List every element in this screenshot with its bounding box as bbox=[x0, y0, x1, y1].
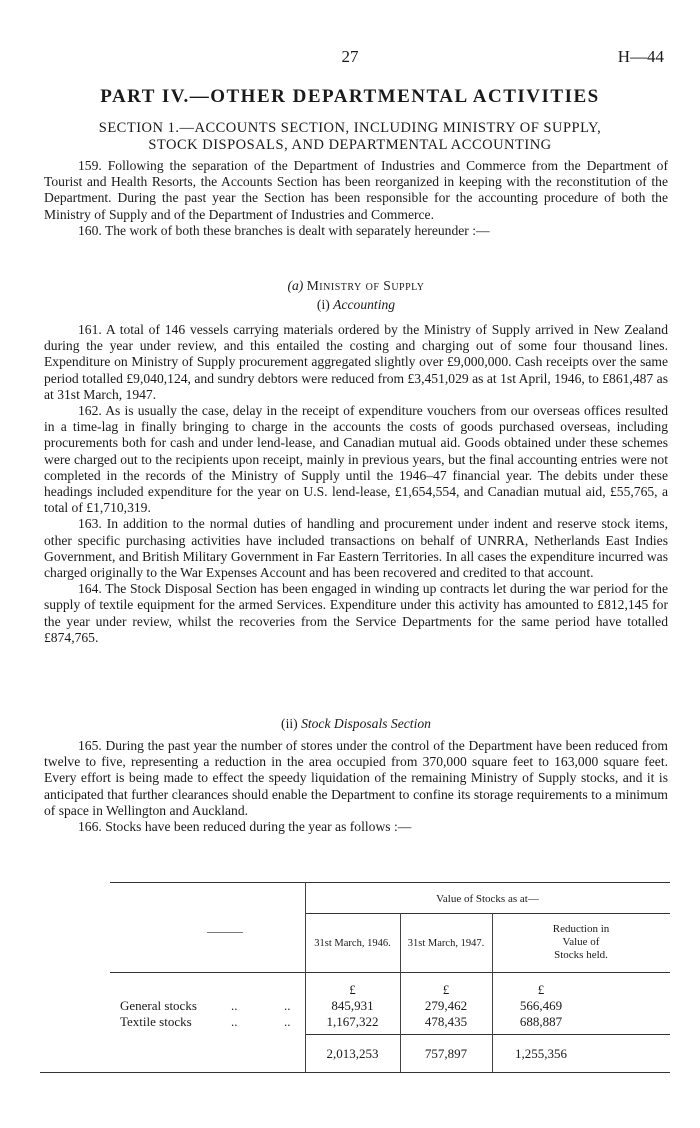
section-title-line-2: STOCK DISPOSALS, AND DEPARTMENTAL ACCOUNTING bbox=[148, 137, 552, 153]
subhead-ministry-of-supply: (a) Ministry of Supply bbox=[287, 278, 425, 293]
cell-total-1947: 757,897 bbox=[424, 1046, 468, 1061]
paragraph-166: 166. Stocks have been reduced during the year as follows :— bbox=[78, 819, 412, 835]
cell-general-reduction: 566,469 bbox=[519, 998, 563, 1013]
section-title-line-1: SECTION 1.—ACCOUNTS SECTION, INCLUDING MINISTRY OF SUPPLY, bbox=[98, 120, 602, 136]
paragraph-159: 159. Following the separation of the Department of Industries and Commerce from the Department of Tourist and Health Resorts, the Accounts Section has been reorganized in keeping with the reconstitution of the Department. During the past year the Section has been responsible for the accounting procedure of both the Ministry of Supply and of the Department of Industries and Commerce. bbox=[44, 158, 668, 222]
table-col-1947: 31st March, 1947. bbox=[407, 938, 485, 949]
part-title: PART IV.—OTHER DEPARTMENTAL ACTIVITIES bbox=[100, 86, 600, 107]
row-dots-textile-1: .. bbox=[231, 1014, 238, 1029]
paragraph-164: 164. The Stock Disposal Section has been engaged in winding up contracts let during the war period for the supply of textile equipment for the armed Services. Expenditure under this activity has amounted to £812,145 for the year under review, whilst the recoveries from the Service Departments for the same period have totalled £874,765. bbox=[44, 581, 668, 645]
section-title bbox=[40, 120, 660, 154]
subhead-stock-disposals-block bbox=[44, 716, 668, 732]
subhead-ministry-block bbox=[44, 278, 668, 313]
body-block-c bbox=[44, 738, 668, 835]
table-group-rule bbox=[305, 913, 670, 914]
cell-total-1946: 2,013,253 bbox=[326, 1046, 379, 1061]
cell-textile-1947: 478,435 bbox=[424, 1014, 468, 1029]
cell-textile-reduction: 688,887 bbox=[519, 1014, 563, 1029]
currency-1947: £ bbox=[442, 982, 450, 997]
paragraph-162: 162. As is usually the case, delay in the receipt of expenditure vouchers from our overseas offices resulted in a time-lag in finally bringing to charge in the accounts the costs of goods purchased overseas, including procurements both for cash and under lend-lease, and Canadian mutual aid. Goods obtained under these schemes were charged out to the recipients upon receipt, mainly in previous years, but the final accounting entries were not completed in the records of the Ministry of Supply until the 1946–47 financial year. The debits under these headings included expenditure for the year on U.S. lend-lease, £1,654,554, and Canadian mutual aid, £55,765, a total of £1,710,319. bbox=[44, 403, 668, 516]
cell-general-1947: 279,462 bbox=[424, 998, 468, 1013]
table-bottom-rule bbox=[40, 1072, 670, 1073]
subhead-stock-disposals: (ii) Stock Disposals Section bbox=[281, 716, 431, 731]
currency-reduction: £ bbox=[537, 982, 545, 997]
page-number: 27 bbox=[341, 47, 359, 66]
table-col-1946: 31st March, 1946. bbox=[314, 938, 391, 949]
row-dots-general-1: .. bbox=[231, 998, 238, 1013]
cell-total-reduction: 1,255,356 bbox=[515, 1046, 567, 1061]
row-label-textile-stocks: Textile stocks bbox=[120, 1014, 192, 1029]
currency-1946: £ bbox=[349, 982, 356, 997]
row-dots-general-2: .. bbox=[284, 998, 291, 1013]
paragraph-160: 160. The work of both these branches is dealt with separately hereunder :— bbox=[78, 222, 490, 238]
paragraph-165: 165. During the past year the number of stores under the control of the Department have been reduced from twelve to five, representing a reduction in the area occupied from 370,000 square feet to 163,000 square feet. Every effort is being made to effect the speedy liquidation of the remaining Ministry of Supply stocks, and it is anticipated that further clearances should enable the Department to confine its storage requirements to a minimum of space in Wellington and Auckland. bbox=[44, 738, 668, 818]
cell-general-1946: 845,931 bbox=[331, 998, 374, 1013]
table-top-rule bbox=[110, 882, 670, 883]
row-label-general-stocks: General stocks bbox=[120, 998, 197, 1013]
document-reference: H—44 bbox=[617, 47, 664, 66]
table-total-rule bbox=[305, 1034, 670, 1035]
subhead-accounting: (i) Accounting bbox=[316, 297, 396, 313]
page-header bbox=[0, 47, 700, 67]
table-col-reduction: Reduction in Value of Stocks held. bbox=[552, 923, 610, 961]
table-header-rule bbox=[110, 972, 670, 973]
body-block-a bbox=[44, 158, 668, 239]
paragraph-163: 163. In addition to the normal duties of handling and procurement under indent and reserve stock items, other specific purchasing activities have included transactions on behalf of UNRRA, Netherlands East Indies Government, and British Military Government in Far Eastern Territories. In all cases the expenditure incurred was charged originally to the War Expenses Account and has been recovered and credited to that account. bbox=[44, 516, 668, 581]
table-group-header: Value of Stocks as at— bbox=[436, 893, 539, 905]
cell-textile-1946: 1,167,322 bbox=[326, 1014, 379, 1029]
body-block-b bbox=[44, 322, 668, 646]
table-vline-1 bbox=[305, 882, 306, 1072]
table-stub-dash: ——— bbox=[207, 924, 243, 938]
paragraph-161: 161. A total of 146 vessels carrying materials ordered by the Ministry of Supply arrived in New Zealand during the year under review, and this entailed the costing and charging out of some four thousand lines. Expenditure on Ministry of Supply procurement aggregated slightly over £9,000,000. Cash receipts over the same period totalled £9,040,124, and sundry debtors were reduced from £3,451,029 as at 1st April, 1946, to £861,487 as at 31st March, 1947. bbox=[44, 322, 668, 402]
row-dots-textile-2: .. bbox=[284, 1014, 291, 1029]
